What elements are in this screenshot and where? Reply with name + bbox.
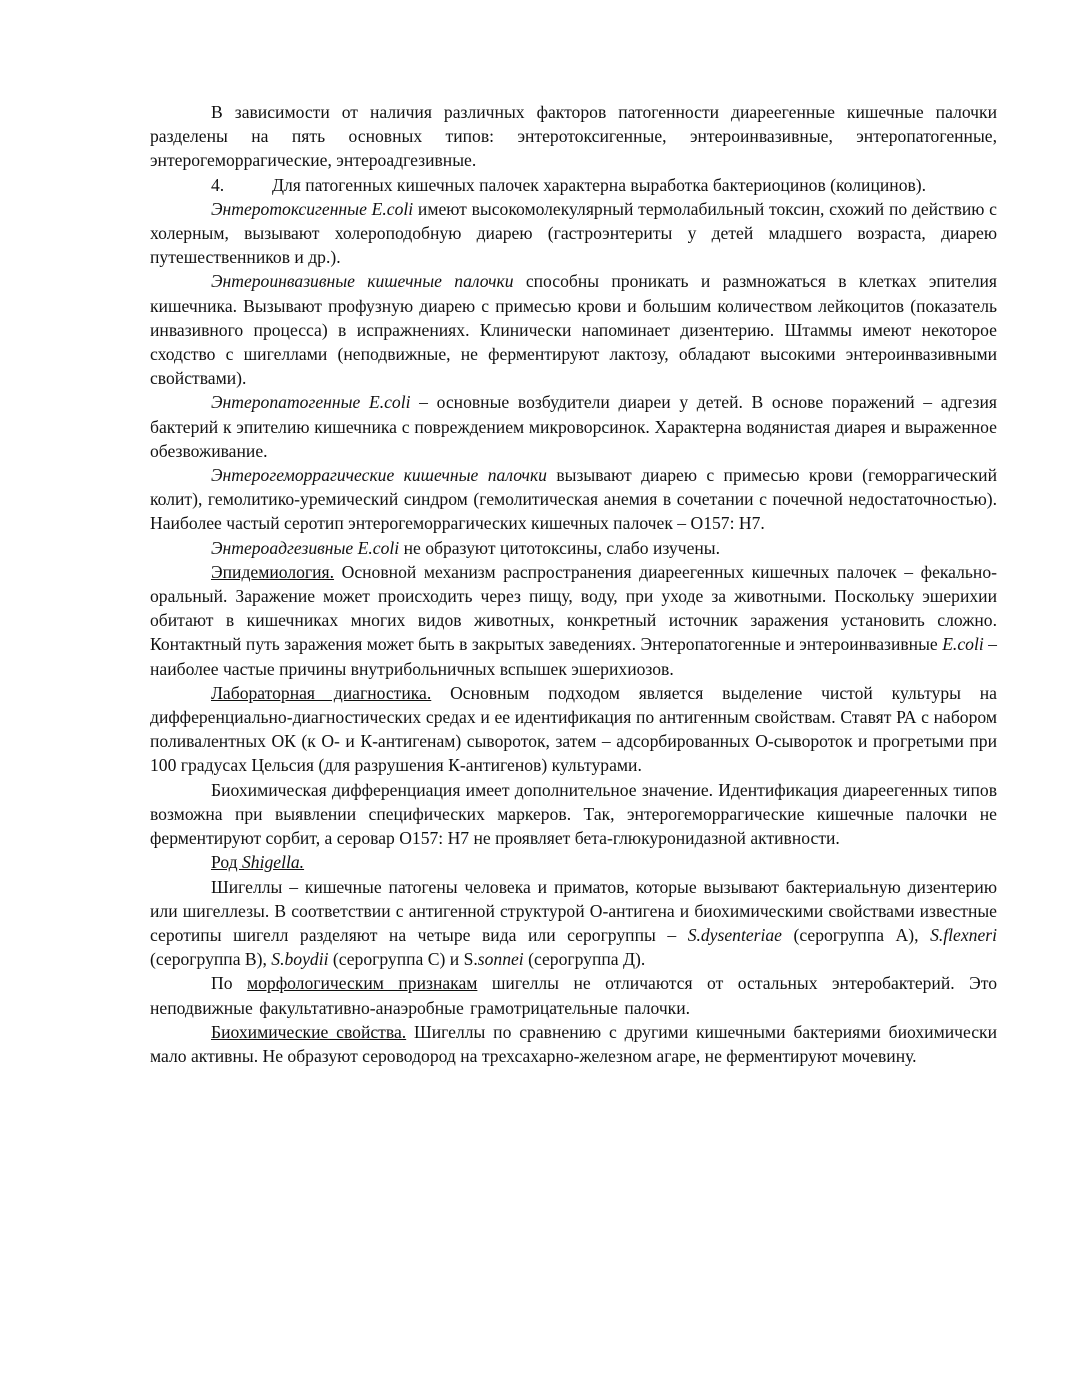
species-dysenteriae: S.dysenteriae [687, 924, 782, 945]
paragraph-eiec [150, 269, 997, 390]
section-heading-biochemical: Биохимические свойства. [211, 1021, 407, 1042]
paragraph-text: шигеллы не отличаются от остальных энтеробактерий. Это неподвижные факультативно-анаэробные грамотрицательные палочки. [150, 973, 997, 1018]
paragraph-text: Шигеллы по сравнению с другими кишечными бактериями биохимически мало активны. Не образуют сероводород на трехсахарно-железном агаре, не ферментируют мочевину. [150, 1021, 997, 1066]
paragraph-eaec [150, 536, 997, 560]
paragraph-biochemical-properties [150, 1020, 997, 1068]
paragraph-text: способны проникать и размножаться в клетках эпителия кишечника. Вызывают профузную диарею с примесью крови и большим количеством лейкоцитов (показатель инвазивного процесса) в испражнениях. Клинически напоминает дизентерию. Штаммы имеют некоторое сходство с шигеллами (неподвижные, не ферментируют лактозу, обладают высокими энтероинвазивными свойствами). [150, 271, 998, 389]
paragraph-text: (серогруппа С) и S. [328, 949, 478, 970]
paragraph-text: Биохимическая дифференциация имеет дополнительное значение. Идентификация диареегенных типов возможна при выявлении специфических маркеров. Так, энтерогеморрагические кишечные палочки не ферментируют сорбит, а серовар O157: H7 не проявляет бета-глюкуронидазной активности. [150, 779, 997, 849]
paragraph-text: В зависимости от наличия различных факторов патогенности диареегенные кишечные палочки разделены на пять основных типов: энтеротоксигенные, энтероинвазивные, энтеропатогенные, энтерогеморрагические, энтероадгезивные. [150, 102, 997, 171]
paragraph-text: не образуют цитотоксины, слабо изучены. [399, 537, 721, 558]
section-heading-morphology: морфологическим признакам [246, 973, 478, 994]
paragraph-text: – наиболее частые причины внутрибольничных вспышек эшерихиозов. [150, 634, 997, 679]
paragraph-text: вызывают диарею с примесью крови (геморрагический колит), гемолитико-уремический синдром (гемолитическая анемия в сочетании с почечной недостаточностью). Наиболее частый серотип энтерогеморрагических кишечных палочек – O157: H7. [150, 465, 997, 534]
paragraph-epec [150, 390, 997, 463]
paragraph-text: Основной механизм распространения диареегенных кишечных палочек – фекально-оральный. Заражение может происходить через пищу, воду, при уходе за животными. Поскольку эшерихии обитают в кишечниках многих видов животных, конкретный источник заражения установить сложно. Контактный путь заражения может быть в закрытых заведениях. Энтеропатогенные и энтероинвазивные [150, 561, 997, 655]
section-heading-epidemiology: Эпидемиология. [211, 561, 335, 582]
document-body [150, 100, 997, 1068]
paragraph-text: Для патогенных кишечных палочек характерна выработка бактериоцинов (колицинов). [272, 174, 927, 195]
paragraph-text: имеют высокомолекулярный термолабильный токсин, схожий по действию с холерным, вызывают холероподобную диарею (гастроэнтериты у детей младшего возраста, диарею путешественников и др.). [150, 198, 997, 268]
species-flexneri: S.flexneri [930, 924, 997, 945]
term-epec: Энтеропатогенные E.coli [211, 392, 411, 413]
paragraph-biochemical-differentiation [150, 778, 997, 851]
paragraph-text: (серогруппа А), [781, 924, 931, 945]
genus-label: Род [211, 852, 242, 873]
paragraph-ehec [150, 463, 997, 536]
paragraph-colicins [150, 173, 997, 197]
paragraph-text: Шигеллы – кишечные патогены человека и приматов, которые вызывают бактериальную дизентерию или шигеллезы. В соответствии с антигенной структурой О-антигена и биохимическими свойствами известные серотипы шигелл разделяют на четыре вида или серогруппы – [150, 876, 997, 945]
species-sonnei: sonnei [477, 949, 524, 970]
paragraph-pathotypes [150, 100, 997, 173]
genus-name: Shigella. [242, 852, 305, 873]
term-eiec: Энтероинвазивные кишечные палочки [211, 271, 514, 292]
paragraph-epidemiology [150, 560, 997, 681]
section-heading-shigella [150, 850, 997, 874]
species-boydii: S.boydii [271, 949, 329, 970]
paragraph-etec [150, 197, 997, 270]
paragraph-lab-diagnostics [150, 681, 997, 778]
paragraph-text: (серогруппа Д). [523, 949, 646, 970]
paragraph-text: – основные возбудители диареи у детей. В основе поражений – адгезия бактерий к эпителию кишечника с повреждением микроворсинок. Характерна водянистая диарея и выраженное обезвоживание. [150, 392, 997, 461]
term-ecoli: E.coli [942, 634, 984, 655]
paragraph-text: (серогруппа В), [150, 949, 272, 970]
paragraph-text: По [211, 973, 247, 994]
list-number: 4. [211, 174, 225, 195]
term-etec: Энтеротоксигенные E.coli [211, 198, 414, 219]
paragraph-text: Основным подходом является выделение чистой культуры на дифференциально-диагностических средах и ее идентификация по антигенным свойствам. Ставят РА с набором поливалентных ОК (к О- и К-антигенам) сывороток, затем – адсорбированных О-сывороток и прогретыми при 100 градусах Цельсия (для разрушения К-антигенов) культурами. [150, 682, 997, 776]
term-eaec: Энтероадгезивные E.coli [211, 537, 400, 558]
section-heading-lab-diagnostics: Лабораторная диагностика. [211, 682, 432, 703]
term-ehec: Энтерогеморрагические кишечные палочки [211, 465, 547, 486]
paragraph-shigella-intro [150, 875, 997, 972]
paragraph-morphology [150, 971, 997, 1019]
genus-heading [211, 852, 304, 872]
